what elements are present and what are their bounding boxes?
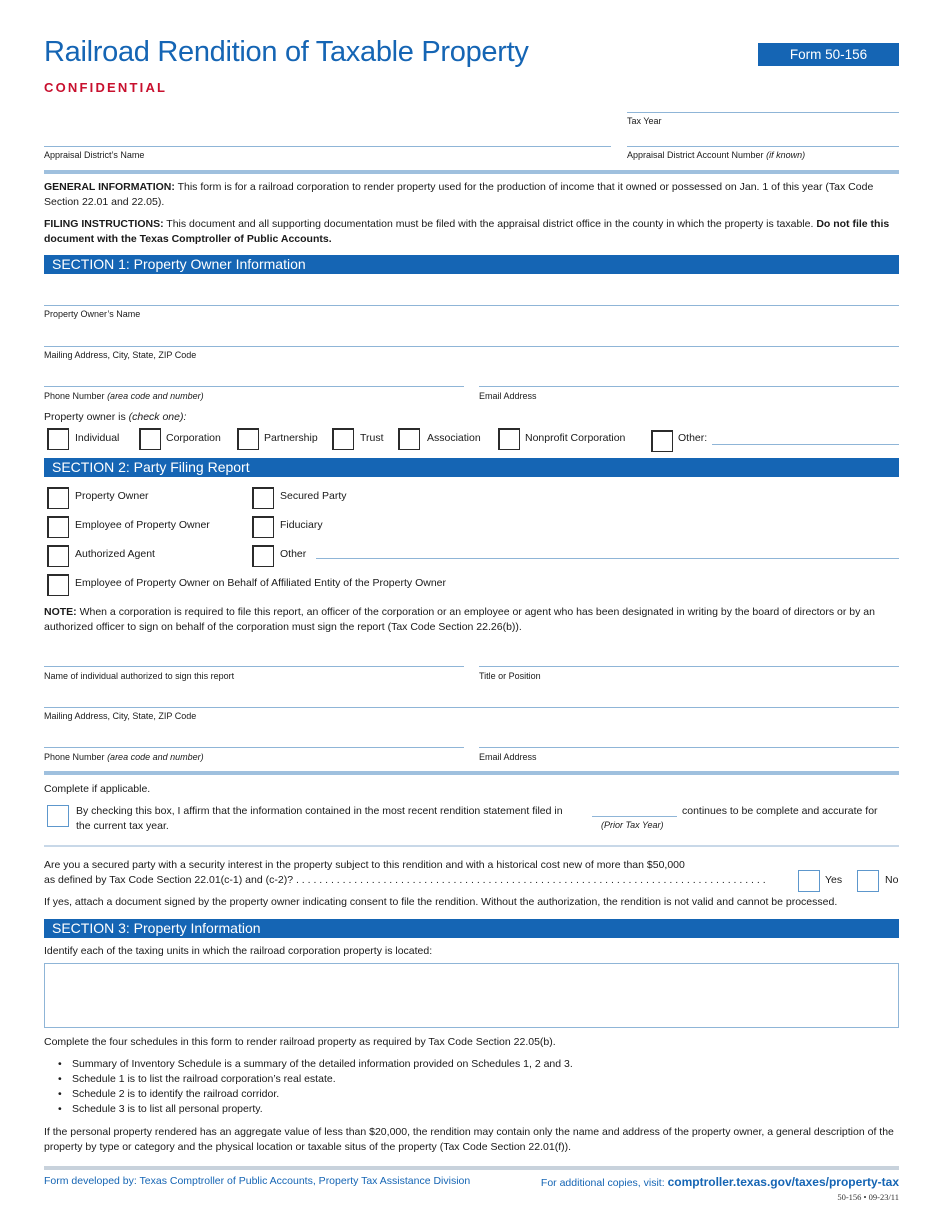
section-1-header: SECTION 1: Property Owner Information bbox=[44, 255, 899, 274]
prior-tax-year-label: (Prior Tax Year) bbox=[601, 820, 664, 830]
secured-question-line-1: Are you a secured party with a security interest in the property subject to this rendition and with a historical cost new of more than $50,000 bbox=[44, 859, 685, 871]
signer-title-field[interactable] bbox=[479, 666, 899, 667]
owner-type-nonprofit-checkbox[interactable] bbox=[498, 428, 520, 450]
signer-email-field[interactable] bbox=[479, 747, 899, 748]
affirm-text-1: By checking this box, I affirm that the information contained in the most recent rendition statement filed in bbox=[76, 805, 563, 817]
divider bbox=[44, 170, 899, 174]
owner-type-other-checkbox[interactable] bbox=[651, 430, 673, 452]
complete-if-applicable: Complete if applicable. bbox=[44, 783, 151, 795]
if-yes-instruction: If yes, attach a document signed by the property owner indicating consent to file the rendition. Without the authorization, the rendition is not valid and cannot be processed. bbox=[44, 896, 838, 908]
footer-developed-by: Form developed by: Texas Comptroller of Public Accounts, Property Tax Assistance Division bbox=[44, 1175, 471, 1187]
owner-type-prompt: Property owner is (check one): bbox=[44, 411, 187, 423]
owner-phone-label: Phone Number (area code and number) bbox=[44, 391, 204, 401]
signer-name-label: Name of individual authorized to sign this report bbox=[44, 671, 235, 681]
filer-employee-label: Employee of Property Owner bbox=[75, 519, 210, 531]
filer-other-label: Other bbox=[280, 548, 307, 560]
filer-agent-label: Authorized Agent bbox=[75, 548, 155, 560]
owner-type-other-label: Other: bbox=[678, 432, 708, 444]
footer-divider bbox=[44, 1166, 899, 1170]
filer-fiduciary-checkbox[interactable] bbox=[252, 516, 274, 538]
filer-agent-checkbox[interactable] bbox=[47, 545, 69, 567]
footer-copies: For additional copies, visit: comptroller.texas.gov/taxes/property-tax bbox=[540, 1175, 899, 1189]
list-item: • Summary of Inventory Schedule is a summary of the detailed information provided on Schedules 1, 2 and 3. bbox=[58, 1057, 573, 1072]
owner-type-nonprofit-label: Nonprofit Corporation bbox=[525, 432, 626, 444]
owner-type-trust-label: Trust bbox=[360, 432, 384, 444]
owner-name-field[interactable] bbox=[44, 305, 899, 306]
affirm-checkbox[interactable] bbox=[47, 805, 69, 827]
personal-property-note: If the personal property rendered has an aggregate value of less than $20,000, the rendition may contain only the name and address of the property owner, a general description of the property by type or category and the physical location or taxable situs of the property (Tax Code Section 22.01(f)). bbox=[44, 1126, 894, 1153]
filer-affiliated-checkbox[interactable] bbox=[47, 574, 69, 596]
footer-copies-link[interactable]: comptroller.texas.gov/taxes/property-tax bbox=[667, 1175, 899, 1189]
owner-type-individual-checkbox[interactable] bbox=[47, 428, 69, 450]
section-2-header: SECTION 2: Party Filing Report bbox=[44, 458, 899, 477]
filer-other-field[interactable] bbox=[316, 558, 899, 559]
prior-tax-year-field[interactable] bbox=[592, 816, 677, 817]
filing-instructions: FILING INSTRUCTIONS: This document and all supporting documentation must be filed with the appraisal district office in the county in which the property is taxable. Do not file this document with the Texas Comptroller of Public Accounts. bbox=[44, 218, 890, 245]
owner-type-partnership-label: Partnership bbox=[264, 432, 318, 444]
filer-other-checkbox[interactable] bbox=[252, 545, 274, 567]
signer-mailing-label: Mailing Address, City, State, ZIP Code bbox=[44, 711, 197, 721]
list-item: • Schedule 3 is to list all personal property. bbox=[58, 1102, 573, 1117]
account-number-label: Appraisal District Account Number (if known) bbox=[627, 150, 806, 160]
owner-type-association-label: Association bbox=[427, 432, 481, 444]
secured-no-label: No bbox=[885, 874, 899, 886]
footer-form-code: 50-156 • 09-23/11 bbox=[837, 1192, 899, 1202]
secured-yes-checkbox[interactable] bbox=[798, 870, 820, 892]
filer-affiliated-label: Employee of Property Owner on Behalf of Affiliated Entity of the Property Owner bbox=[75, 577, 446, 589]
tax-year-label: Tax Year bbox=[627, 116, 662, 126]
owner-type-corporation-checkbox[interactable] bbox=[139, 428, 161, 450]
divider bbox=[44, 771, 899, 775]
owner-name-label: Property Owner’s Name bbox=[44, 309, 141, 319]
filer-fiduciary-label: Fiduciary bbox=[280, 519, 323, 531]
section-3-header: SECTION 3: Property Information bbox=[44, 919, 899, 938]
district-name-field[interactable] bbox=[44, 146, 611, 147]
schedules-intro: Complete the four schedules in this form to render railroad property as required by Tax Code Section 22.05(b). bbox=[44, 1036, 556, 1048]
signer-title-label: Title or Position bbox=[479, 671, 541, 681]
owner-type-trust-checkbox[interactable] bbox=[332, 428, 354, 450]
district-name-label: Appraisal District’s Name bbox=[44, 150, 145, 160]
form-title: Railroad Rendition of Taxable Property bbox=[44, 36, 529, 68]
owner-type-association-checkbox[interactable] bbox=[398, 428, 420, 450]
general-information: GENERAL INFORMATION: This form is for a railroad corporation to render property used for the production of income that it owned or possessed on Jan. 1 of this year (Tax Code Section 22.01 and 22.05). bbox=[44, 181, 874, 208]
signer-phone-label: Phone Number (area code and number) bbox=[44, 752, 204, 762]
account-number-field[interactable] bbox=[627, 146, 899, 147]
signer-mailing-field[interactable] bbox=[44, 707, 899, 708]
secured-question-line-2: as defined by Tax Code Section 22.01(c-1) and (c-2)? . . . . . . . . . . . . . . . . . . . . . . . . . . . . . . . . . . . . . . . . . . . . . . . . . . . . . . . . . . . . . . . . . . . . . . . . . . . . . . . . . bbox=[44, 874, 766, 886]
taxing-units-textarea[interactable] bbox=[44, 963, 899, 1028]
form-number-badge: Form 50-156 bbox=[758, 43, 899, 66]
signer-email-label: Email Address bbox=[479, 752, 537, 762]
owner-mailing-label: Mailing Address, City, State, ZIP Code bbox=[44, 350, 197, 360]
divider bbox=[44, 845, 899, 847]
list-item: • Schedule 1 is to list the railroad corporation’s real estate. bbox=[58, 1072, 573, 1087]
secured-yes-label: Yes bbox=[825, 874, 843, 886]
filer-employee-checkbox[interactable] bbox=[47, 516, 69, 538]
signer-phone-field[interactable] bbox=[44, 747, 464, 748]
filer-secured-party-checkbox[interactable] bbox=[252, 487, 274, 509]
taxing-units-label: Identify each of the taxing units in which the railroad corporation property is located: bbox=[44, 945, 433, 957]
owner-email-field[interactable] bbox=[479, 386, 899, 387]
filer-property-owner-label: Property Owner bbox=[75, 490, 149, 502]
filer-secured-party-label: Secured Party bbox=[280, 490, 347, 502]
secured-no-checkbox[interactable] bbox=[857, 870, 879, 892]
owner-type-partnership-checkbox[interactable] bbox=[237, 428, 259, 450]
confidential-label: CONFIDENTIAL bbox=[44, 80, 168, 95]
owner-email-label: Email Address bbox=[479, 391, 537, 401]
list-item: • Schedule 2 is to identify the railroad corridor. bbox=[58, 1087, 573, 1102]
affirm-text-3: the current tax year. bbox=[76, 820, 169, 832]
owner-mailing-field[interactable] bbox=[44, 346, 899, 347]
signer-name-field[interactable] bbox=[44, 666, 464, 667]
signature-note: NOTE: When a corporation is required to file this report, an officer of the corporation or an employee or agent who has been designated in writing by the board of directors or by an authorized officer to sign on behalf of the corporation must sign the report (Tax Code Section 22.26(b)). bbox=[44, 606, 875, 633]
owner-phone-field[interactable] bbox=[44, 386, 464, 387]
filer-property-owner-checkbox[interactable] bbox=[47, 487, 69, 509]
affirm-text-2: continues to be complete and accurate for bbox=[682, 805, 878, 817]
owner-type-individual-label: Individual bbox=[75, 432, 120, 444]
tax-year-field[interactable] bbox=[627, 112, 899, 113]
owner-type-other-field[interactable] bbox=[712, 444, 899, 445]
schedules-list bbox=[58, 1057, 573, 1117]
owner-type-corporation-label: Corporation bbox=[166, 432, 221, 444]
